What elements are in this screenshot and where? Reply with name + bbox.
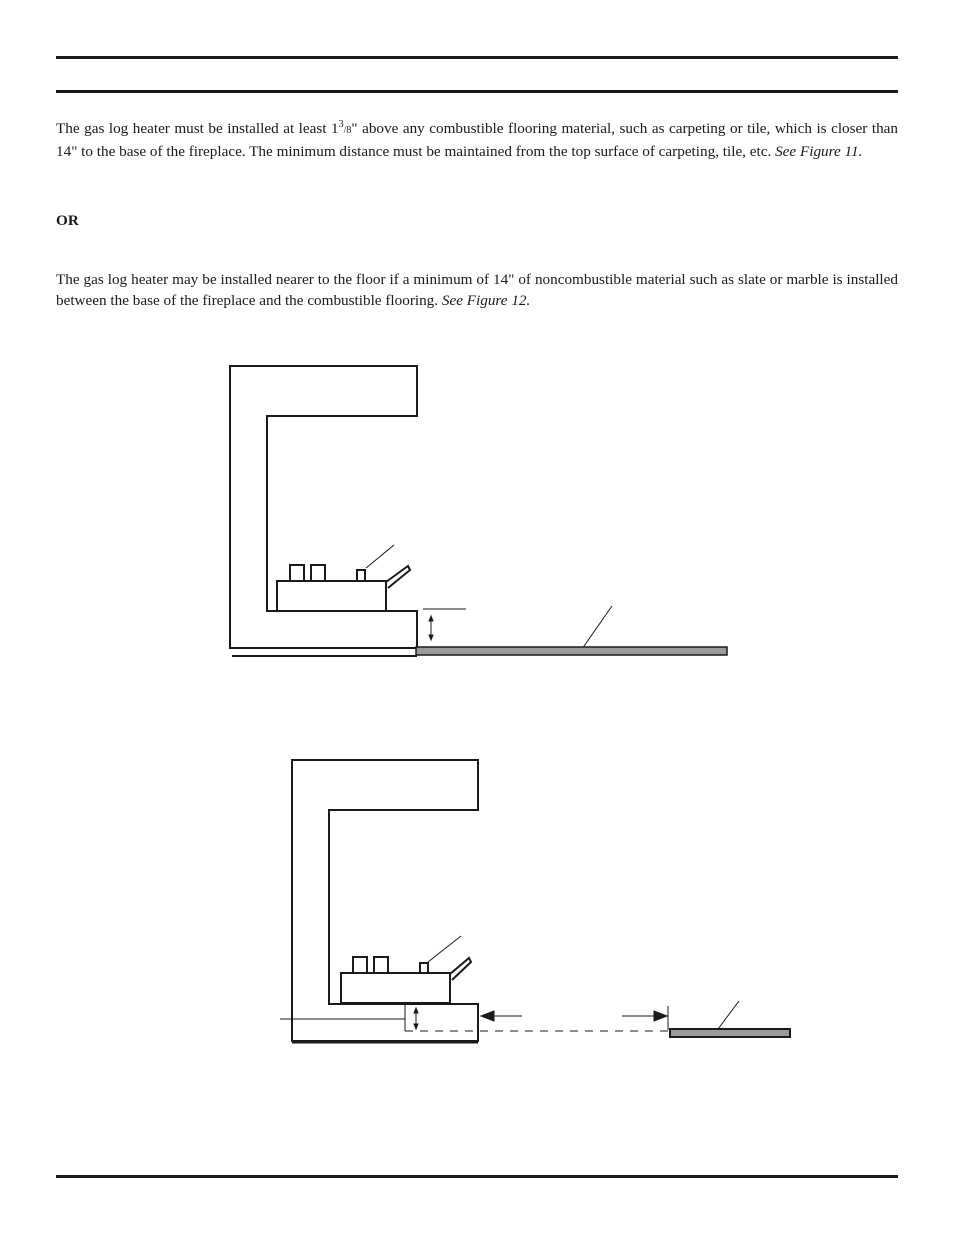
or-label: OR [56, 212, 79, 229]
figure-12-reference: See Figure 12. [441, 292, 531, 309]
combustible-flooring [670, 1029, 790, 1037]
heater-callout-line [428, 936, 461, 962]
footer-rule [56, 1175, 898, 1178]
heater-knob [353, 957, 367, 973]
heater-knob [420, 963, 428, 973]
heater-knob [374, 957, 388, 973]
distance-arrow-left [481, 1011, 522, 1021]
fraction-numerator: 3 [338, 119, 344, 130]
clearance-arrow [414, 1008, 418, 1029]
installation-paragraph-2: The gas log heater may be installed nearer to the floor if a minimum of 14" of noncombustible material such as slate or marble is installed between the base of the fireplace and the combustible flooring. See Figure 12. [56, 271, 898, 309]
fraction-denominator: /8 [343, 125, 352, 137]
installation-paragraph-1: The gas log heater must be installed at least $1^3/8$" above any combustible flooring material, such as carpeting or tile, which is closer than 14" to the base of the fireplace. The minimum distance must be maintained from the top surface of carpeting, tile, etc. See Figure 11. [56, 119, 898, 161]
figure-11-reference: See Figure 11. [775, 143, 863, 161]
gas-log-heater [341, 973, 450, 1003]
distance-arrow-right [622, 1011, 667, 1021]
heater-grate [450, 958, 471, 980]
flooring-callout-line [718, 1001, 739, 1029]
